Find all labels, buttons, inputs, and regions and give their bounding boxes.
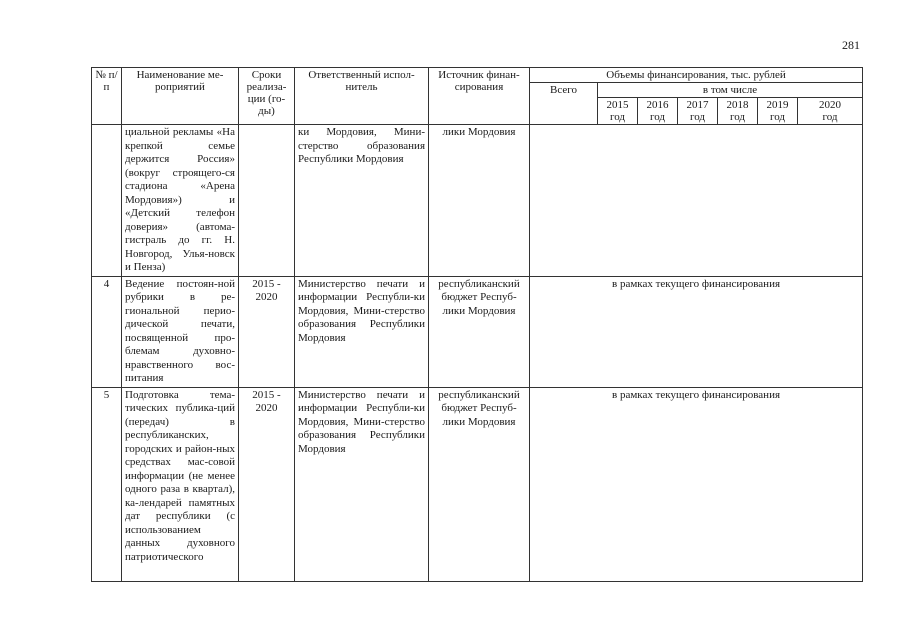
header-including: в том числе bbox=[598, 83, 863, 98]
row-funding bbox=[530, 125, 863, 277]
header-year-2019: 2019 год bbox=[758, 98, 798, 125]
header-source: Источник финан-сирования bbox=[429, 68, 530, 125]
row-terms: 2015 - 2020 bbox=[239, 387, 295, 581]
header-name: Наименование ме-роприятий bbox=[122, 68, 239, 125]
header-no: № п/п bbox=[92, 68, 122, 125]
row-executor: Министерство печати и информации Республи-ки Мордовия, Мини-стерство образования Республики Мордовия bbox=[295, 276, 429, 387]
row-name: Подготовка тема-тических публика-ций (передач) в республиканских, городских и район-ных средствах мас-совой информации (не менее одного раза в квартал), ка-лендарей памятных дат республики (с использованием данных духовного патриотического bbox=[122, 387, 239, 581]
table-row bbox=[92, 125, 863, 277]
page-number: 281 bbox=[842, 38, 860, 52]
row-terms: 2015 - 2020 bbox=[239, 276, 295, 387]
header-year-2018: 2018 год bbox=[718, 98, 758, 125]
header-executor: Ответственный испол-нитель bbox=[295, 68, 429, 125]
header-funding: Объемы финансирования, тыс. рублей bbox=[530, 68, 863, 83]
header-year-2020: 2020 год bbox=[798, 98, 863, 125]
header-total: Всего bbox=[530, 83, 598, 125]
row-name: Ведение постоян-ной рубрики в ре-гиональной перио-дической печати, посвященной про-блемам духовно-нравственного вос-питания bbox=[122, 276, 239, 387]
row-no bbox=[92, 125, 122, 277]
row-executor: ки Мордовия, Мини-стерство образования Республики Мордовия bbox=[295, 125, 429, 277]
row-funding: в рамках текущего финансирования bbox=[530, 387, 863, 581]
row-no: 4 bbox=[92, 276, 122, 387]
header-terms: Сроки реализа-ции (го-ды) bbox=[239, 68, 295, 125]
row-source: республиканский бюджет Респуб-лики Мордовия bbox=[429, 276, 530, 387]
row-terms bbox=[239, 125, 295, 277]
table-row bbox=[92, 387, 863, 581]
funding-table bbox=[91, 67, 863, 582]
row-source: лики Мордовия bbox=[429, 125, 530, 277]
row-executor: Министерство печати и информации Республи-ки Мордовия, Мини-стерство образования Республики Мордовия bbox=[295, 387, 429, 581]
header-year-2015: 2015 год bbox=[598, 98, 638, 125]
header-year-2016: 2016 год bbox=[638, 98, 678, 125]
row-no: 5 bbox=[92, 387, 122, 581]
table-row bbox=[92, 276, 863, 387]
row-name: циальной рекламы «На крепкой семье держится Россия» (вокруг строящего-ся стадиона «Арена Мордовия») и «Детский телефон доверия» (автома-гистраль до гг. Н. Новгород, Улья-новск и Пенза) bbox=[122, 125, 239, 277]
row-source: республиканский бюджет Респуб-лики Мордовия bbox=[429, 387, 530, 581]
header-year-2017: 2017 год bbox=[678, 98, 718, 125]
row-funding: в рамках текущего финансирования bbox=[530, 276, 863, 387]
